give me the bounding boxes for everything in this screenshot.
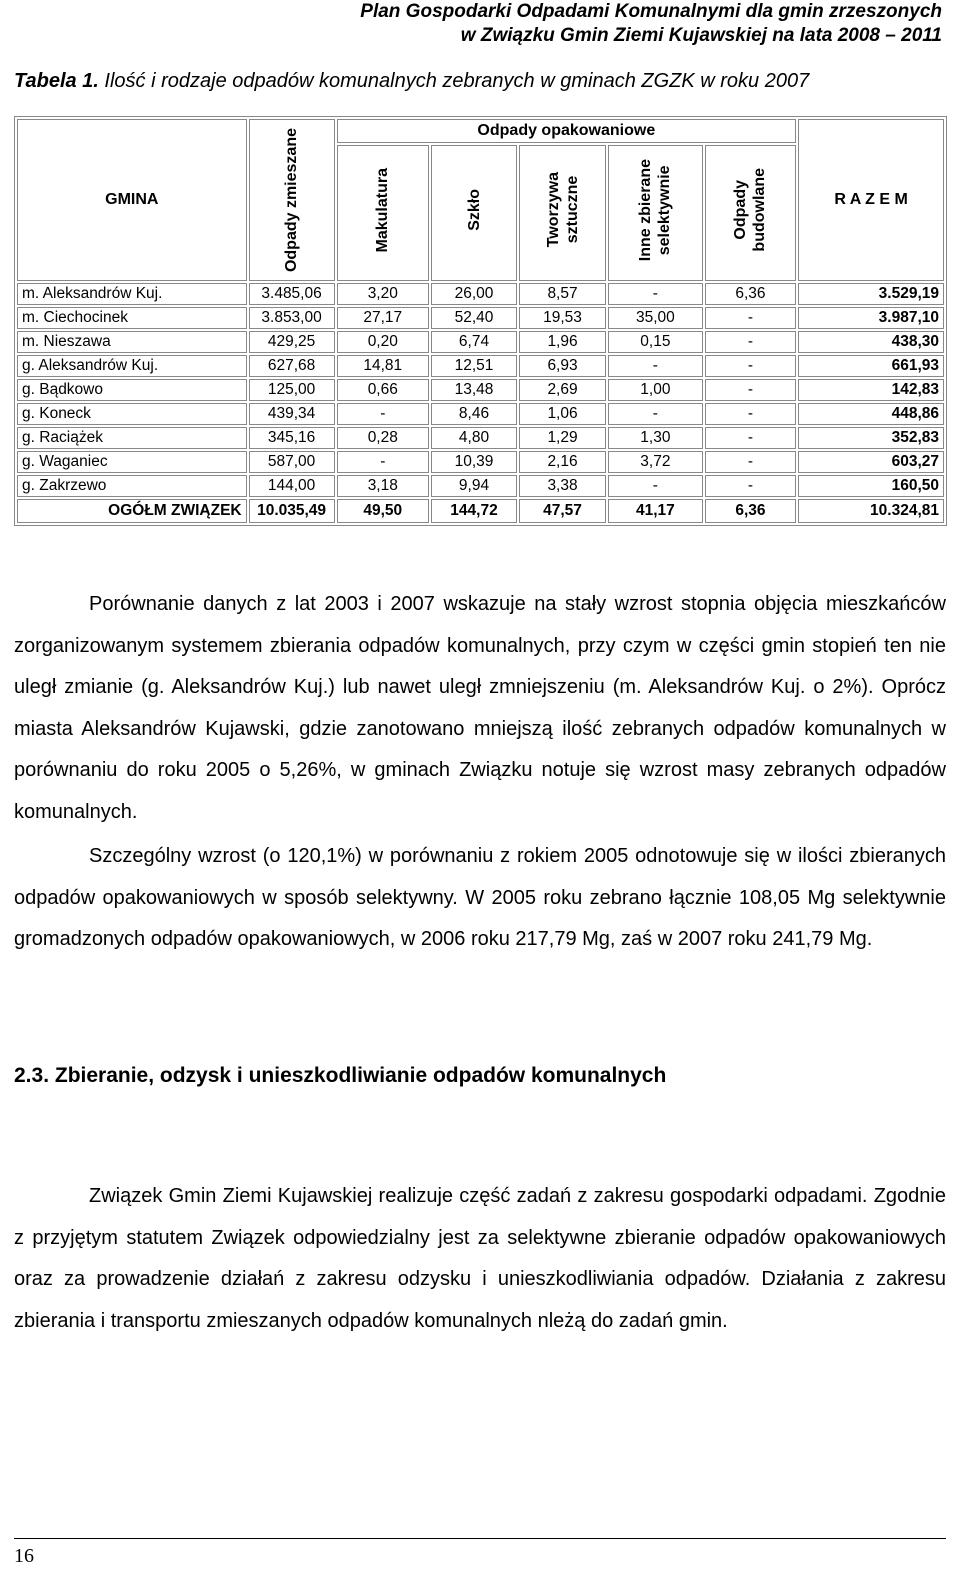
cell-inne: - xyxy=(608,403,703,425)
table-row xyxy=(17,355,944,377)
table-header-row-1 xyxy=(17,119,944,143)
paragraph-2: Szczególny wzrost (o 120,1%) w porównaniu z rokiem 2005 odnotowuje się w ilości zbieranych odpadów opakowaniowych w sposób selektywny. W 2005 roku zebrano łącznie 108,05 Mg selektywnie gromadzonych odpadów opakowaniowych, w 2006 roku 217,79 Mg, zaś w 2007 roku 241,79 Mg. xyxy=(14,845,946,950)
cell-razem: 661,93 xyxy=(798,355,944,377)
row-gmina: g. Aleksandrów Kuj. xyxy=(17,355,247,377)
cell-razem: 448,86 xyxy=(798,403,944,425)
cell-inne: 35,00 xyxy=(608,307,703,329)
cell-razem: 3.529,19 xyxy=(798,283,944,305)
cell-tw: 8,57 xyxy=(519,283,606,305)
header-gmina: GMINA xyxy=(17,119,247,281)
header-zmieszane: Odpady zmieszane xyxy=(283,127,301,272)
cell-razem: 603,27 xyxy=(798,451,944,473)
cell-zm: 439,34 xyxy=(249,403,335,425)
cell-bud: - xyxy=(705,379,796,401)
cell-szk: 10,39 xyxy=(431,451,517,473)
table-total-row xyxy=(17,499,944,523)
row-gmina: g. Raciążek xyxy=(17,427,247,449)
table-row xyxy=(17,403,944,425)
header-szklo: Szkło xyxy=(465,189,483,231)
cell-szk: 26,00 xyxy=(431,283,517,305)
cell-zm: 3.853,00 xyxy=(249,307,335,329)
cell-mak: - xyxy=(337,403,430,425)
cell-bud: - xyxy=(705,451,796,473)
cell-razem: 160,50 xyxy=(798,475,944,497)
cell-mak: 0,20 xyxy=(337,331,430,353)
cell-bud: 6,36 xyxy=(705,499,796,523)
header-razem: R A Z E M xyxy=(798,119,944,281)
cell-bud: 6,36 xyxy=(705,283,796,305)
cell-zm: 627,68 xyxy=(249,355,335,377)
cell-inne: 1,00 xyxy=(608,379,703,401)
cell-mak: 27,17 xyxy=(337,307,430,329)
header-inne: Inne zbierane selektywnie xyxy=(637,158,674,262)
cell-inne: 1,30 xyxy=(608,427,703,449)
cell-bud: - xyxy=(705,331,796,353)
cell-tw: 47,57 xyxy=(519,499,606,523)
cell-tw: 2,69 xyxy=(519,379,606,401)
cell-zm: 3.485,06 xyxy=(249,283,335,305)
cell-mak: 14,81 xyxy=(337,355,430,377)
table-row xyxy=(17,379,944,401)
paragraph-1: Porównanie danych z lat 2003 i 2007 wskazuje na stały wzrost stopnia objęcia mieszkańców zorganizowanym systemem zbierania odpadów komunalnych, przy czym w części gmin stopień ten nie uległ zmianie (g. Aleksandrów Kuj.) lub nawet uległ zmniejszeniu (m. Aleksandrów Kuj. o 2%). Oprócz miasta Aleksandrów Kujawski, gdzie zanotowano mniejszą ilość zebranych odpadów komunalnych w porównaniu do roku 2005 o 5,26%, w gminach Związku notuje się wzrost masy zebranych odpadów komunalnych. xyxy=(14,593,946,823)
header-line-2: w Związku Gmin Ziemi Kujawskiej na lata 2008 – 2011 xyxy=(460,25,942,46)
cell-razem: 142,83 xyxy=(798,379,944,401)
cell-mak: 3,18 xyxy=(337,475,430,497)
cell-tw: 3,38 xyxy=(519,475,606,497)
table-caption xyxy=(14,70,809,93)
cell-tw: 2,16 xyxy=(519,451,606,473)
header-zmieszane-cell xyxy=(249,119,335,281)
cell-szk: 8,46 xyxy=(431,403,517,425)
cell-zm: 144,00 xyxy=(249,475,335,497)
cell-inne: - xyxy=(608,355,703,377)
table-row xyxy=(17,331,944,353)
table-row xyxy=(17,427,944,449)
cell-tw: 1,96 xyxy=(519,331,606,353)
cell-mak: 3,20 xyxy=(337,283,430,305)
cell-szk: 9,94 xyxy=(431,475,517,497)
cell-inne: 41,17 xyxy=(608,499,703,523)
cell-razem: 3.987,10 xyxy=(798,307,944,329)
row-gmina: g. Waganiec xyxy=(17,451,247,473)
cell-inne: 3,72 xyxy=(608,451,703,473)
row-gmina: g. Zakrzewo xyxy=(17,475,247,497)
cell-tw: 6,93 xyxy=(519,355,606,377)
cell-inne: 0,15 xyxy=(608,331,703,353)
row-gmina: OGÓŁM ZWIĄZEK xyxy=(17,499,247,523)
row-gmina: m. Ciechocinek xyxy=(17,307,247,329)
cell-inne: - xyxy=(608,283,703,305)
document-header xyxy=(360,0,942,48)
header-szklo-cell xyxy=(431,145,517,281)
table-row xyxy=(17,475,944,497)
header-tworzywa: Tworzywa sztuczne xyxy=(544,172,581,248)
caption-label: Tabela 1. xyxy=(14,70,99,92)
cell-tw: 1,06 xyxy=(519,403,606,425)
header-opakowaniowe: Odpady opakowaniowe xyxy=(337,119,797,143)
cell-razem: 438,30 xyxy=(798,331,944,353)
cell-razem: 10.324,81 xyxy=(798,499,944,523)
cell-razem: 352,83 xyxy=(798,427,944,449)
cell-tw: 19,53 xyxy=(519,307,606,329)
cell-bud: - xyxy=(705,403,796,425)
cell-bud: - xyxy=(705,307,796,329)
cell-mak: - xyxy=(337,451,430,473)
cell-zm: 429,25 xyxy=(249,331,335,353)
cell-mak: 49,50 xyxy=(337,499,430,523)
cell-szk: 12,51 xyxy=(431,355,517,377)
cell-mak: 0,66 xyxy=(337,379,430,401)
table-row xyxy=(17,451,944,473)
header-budowlane: Odpady budowlane xyxy=(732,168,769,252)
cell-mak: 0,28 xyxy=(337,427,430,449)
cell-szk: 4,80 xyxy=(431,427,517,449)
cell-szk: 52,40 xyxy=(431,307,517,329)
cell-bud: - xyxy=(705,475,796,497)
header-line-1: Plan Gospodarki Odpadami Komunalnymi dla gmin zrzeszonych xyxy=(360,1,942,22)
cell-zm: 345,16 xyxy=(249,427,335,449)
table-row xyxy=(17,307,944,329)
page-number: 16 xyxy=(14,1545,34,1567)
cell-bud: - xyxy=(705,427,796,449)
cell-inne: - xyxy=(608,475,703,497)
row-gmina: g. Bądkowo xyxy=(17,379,247,401)
cell-zm: 125,00 xyxy=(249,379,335,401)
waste-table xyxy=(14,116,947,526)
cell-bud: - xyxy=(705,355,796,377)
header-makulatura: Makulatura xyxy=(374,167,392,253)
row-gmina: g. Koneck xyxy=(17,403,247,425)
row-gmina: m. Nieszawa xyxy=(17,331,247,353)
caption-text: Ilość i rodzaje odpadów komunalnych zebranych w gminach ZGZK w roku 2007 xyxy=(104,70,810,92)
header-inne-cell xyxy=(608,145,703,281)
header-budowlane-cell xyxy=(705,145,796,281)
footer-rule xyxy=(14,1538,946,1539)
cell-zm: 587,00 xyxy=(249,451,335,473)
cell-szk: 144,72 xyxy=(431,499,517,523)
cell-szk: 6,74 xyxy=(431,331,517,353)
cell-szk: 13,48 xyxy=(431,379,517,401)
row-gmina: m. Aleksandrów Kuj. xyxy=(17,283,247,305)
table-row xyxy=(17,283,944,305)
header-tworzywa-cell xyxy=(519,145,606,281)
cell-tw: 1,29 xyxy=(519,427,606,449)
table-body xyxy=(17,283,944,523)
section-heading: 2.3. Zbieranie, odzysk i unieszkodliwianie odpadów komunalnych xyxy=(14,1064,667,1087)
paragraph-3: Związek Gmin Ziemi Kujawskiej realizuje część zadań z zakresu gospodarki odpadami. Zgodnie z przyjętym statutem Związek odpowiedzialny jest za selektywne zbieranie odpadów opakowaniowych oraz za prowadzenie działań z zakresu odzysku i unieszkodliwiania odpadów. Działania z zakresu zbierania i transportu zmieszanych odpadów komunalnych nleżą do zadań gmin. xyxy=(14,1185,946,1332)
header-makulatura-cell xyxy=(337,145,430,281)
cell-zm: 10.035,49 xyxy=(249,499,335,523)
